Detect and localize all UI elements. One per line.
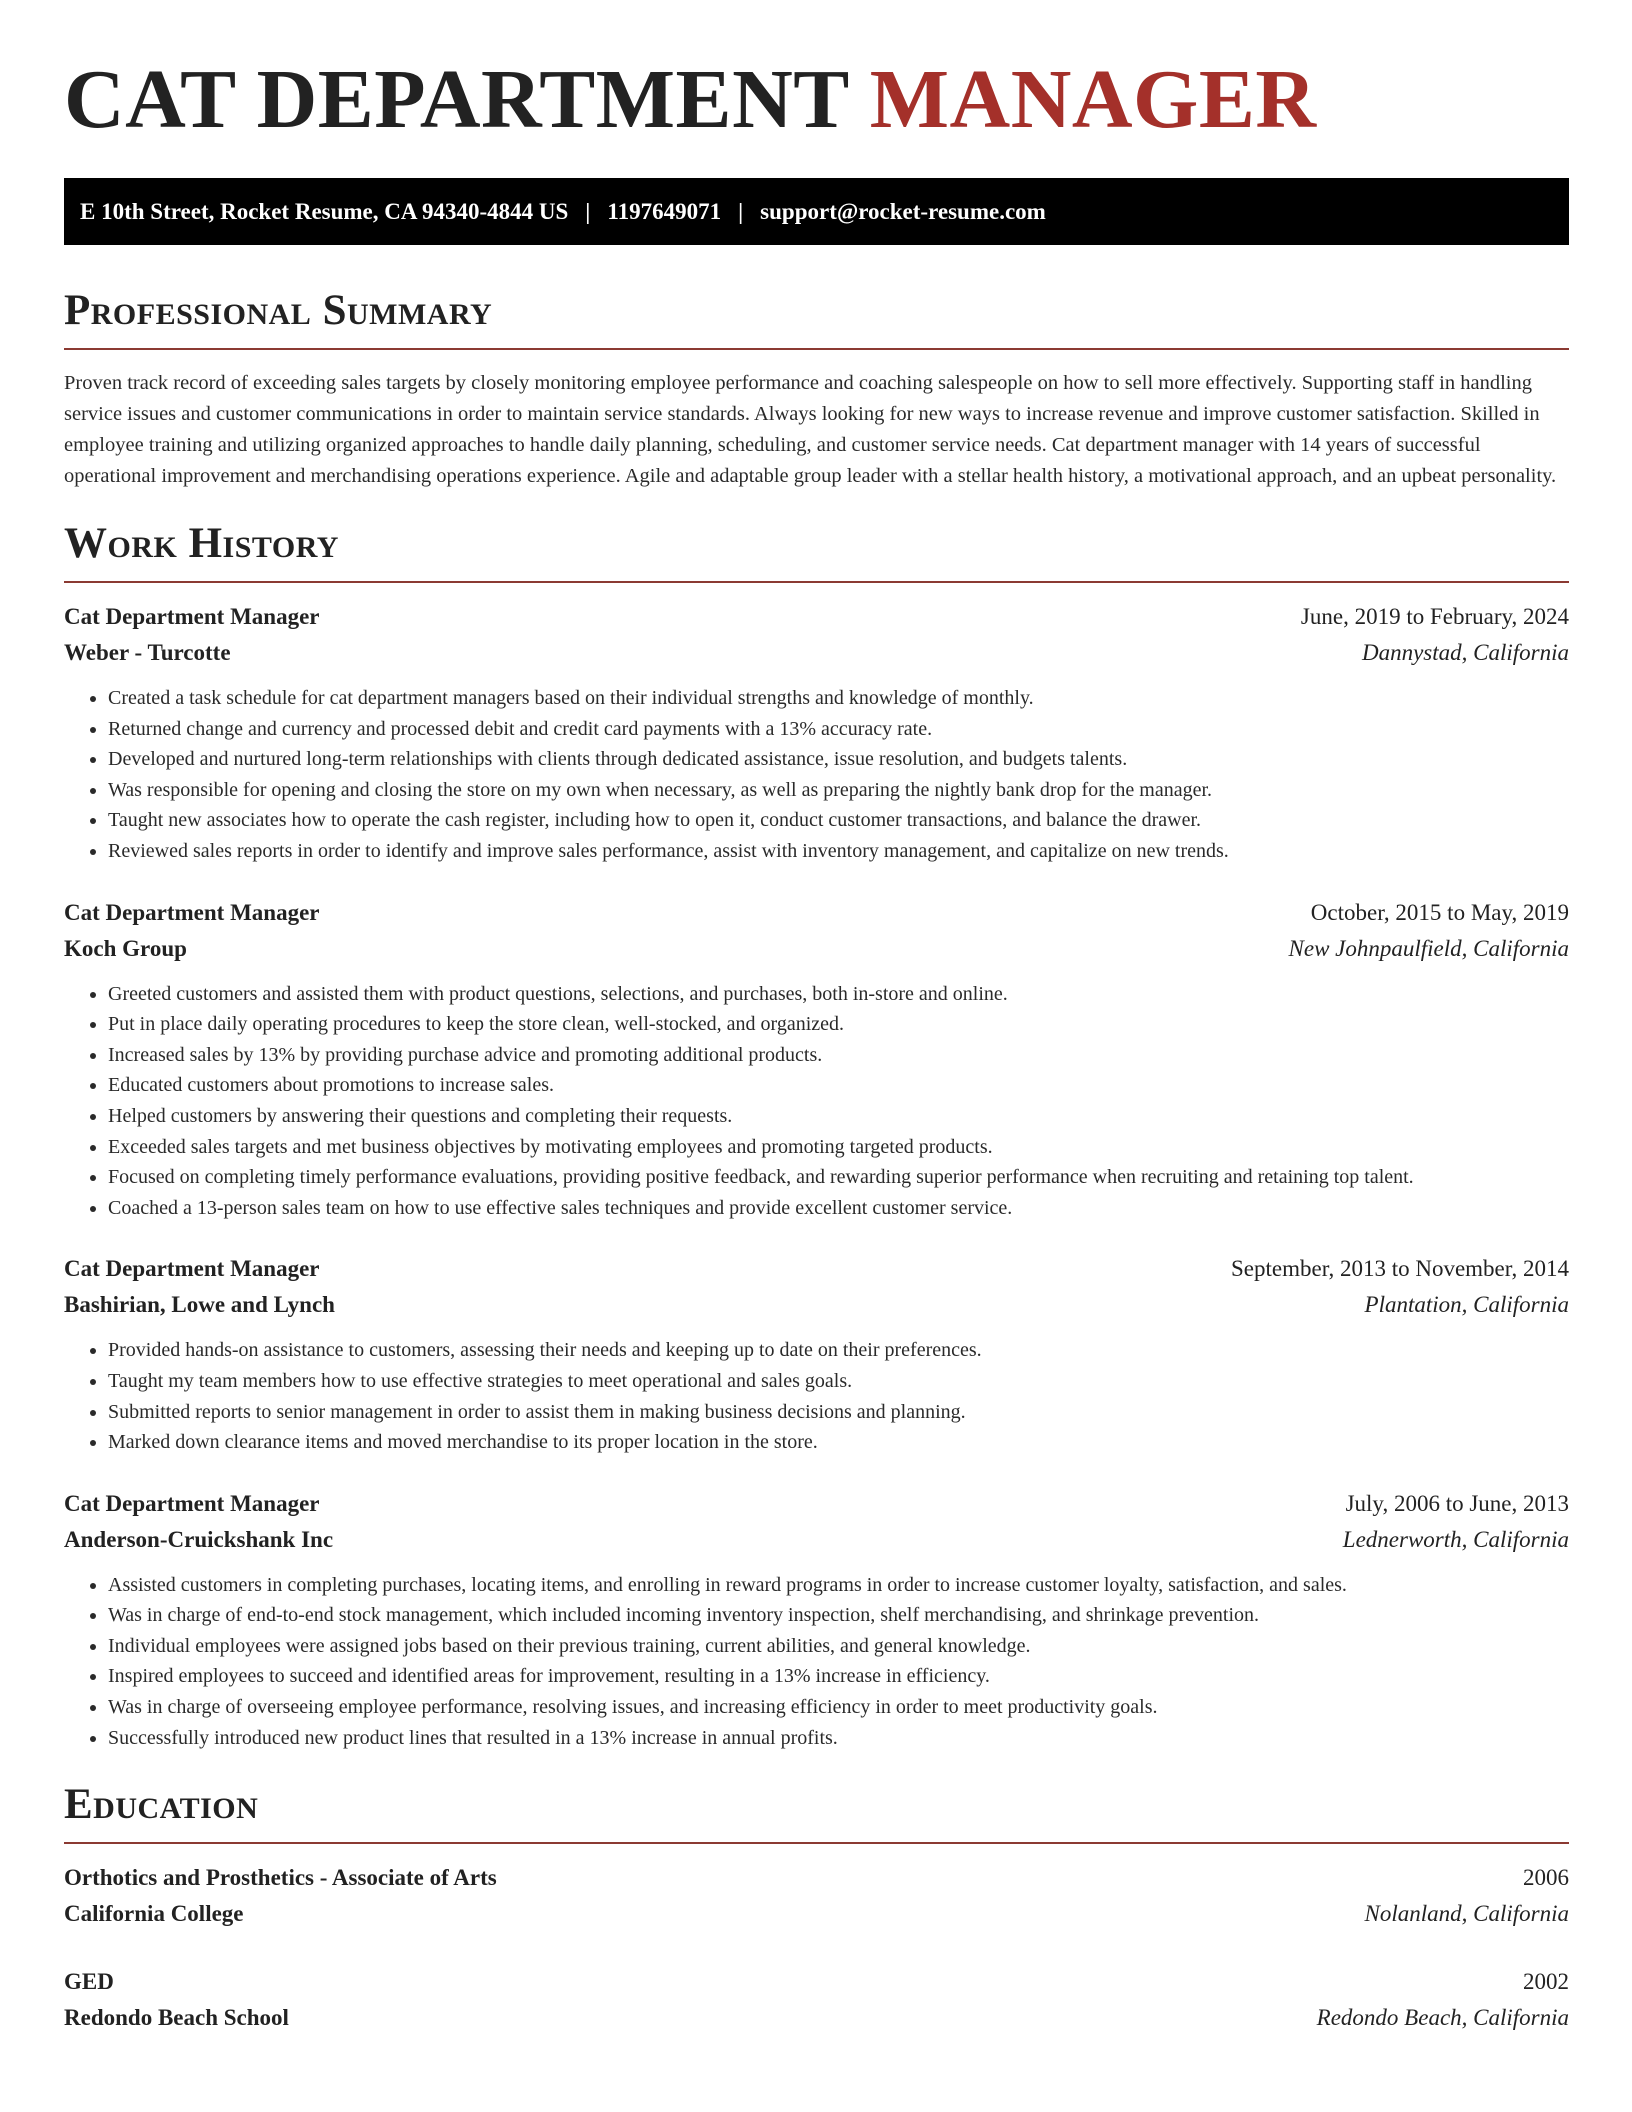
job-bullet: • Created a task schedule for cat department managers based on their individual strengths and knowledge of monthly. — [108, 683, 1569, 714]
job-title-row — [64, 895, 1569, 931]
resume-name-heading — [64, 0, 1569, 146]
job-location: Lednerworth, California — [1342, 1526, 1569, 1552]
job-location: Dannystad, California — [1361, 640, 1569, 665]
job-title: Cat Department Manager — [64, 1256, 320, 1282]
name-primary: CAT DEPARTMENT — [64, 53, 849, 146]
job-entry — [64, 599, 1569, 867]
job-bullets — [64, 683, 1569, 867]
job-bullet: • Focused on completing timely performance evaluations, providing positive feedback, and rewarding superior performance when recruiting and retaining top talent. — [108, 1162, 1569, 1193]
contact-separator: | — [738, 198, 744, 224]
contact-separator: | — [585, 198, 591, 224]
job-bullet: • Helped customers by answering their questions and completing their requests. — [108, 1101, 1569, 1132]
job-bullet: • Marked down clearance items and moved merchandise to its proper location in the store. — [108, 1427, 1569, 1458]
job-bullets — [64, 1570, 1569, 1754]
job-company-row — [64, 1287, 1569, 1323]
education-degree-row — [64, 1860, 1569, 1896]
job-bullets — [64, 979, 1569, 1224]
job-company: Weber - Turcotte — [64, 640, 231, 665]
job-bullet: • Developed and nurtured long-term relationships with clients through dedicated assistance, issue resolution, and budgets talents. — [108, 744, 1569, 775]
contact-phone: 1197649071 — [607, 198, 722, 224]
education-entry — [64, 1964, 1569, 2036]
contact-bar — [64, 178, 1569, 245]
job-bullet: • Provided hands-on assistance to customers, assessing their needs and keeping up to date on their preferences. — [108, 1335, 1569, 1366]
education-school-row — [64, 1896, 1569, 1932]
job-bullet: • Was in charge of overseeing employee performance, resolving issues, and increasing efficiency in order to meet productivity goals. — [108, 1692, 1569, 1723]
job-entry — [64, 1251, 1569, 1457]
name-accent: MANAGER — [869, 53, 1317, 146]
job-bullet: • Returned change and currency and processed debit and credit card payments with a 13% accuracy rate. — [108, 714, 1569, 745]
contact-address: E 10th Street, Rocket Resume, CA 94340-4844 US — [80, 198, 569, 224]
summary-text: Proven track record of exceeding sales targets by closely monitoring employee performance and coaching salespeople on how to sell more effectively. Supporting staff in handling service issues and customer communications in order to maintain service standards. Always looking for new ways to increase revenue and improve customer satisfaction. Skilled in employee training and utilizing organized approaches to handle daily planning, scheduling, and customer service needs. Cat department manager with 14 years of successful operational improvement and merchandising operations experience. Agile and adaptable group leader with a stellar health history, a motivational approach, and an upbeat personality. — [64, 372, 1557, 487]
job-entry — [64, 1486, 1569, 1754]
resume-page — [64, 0, 1569, 2036]
job-bullets — [64, 1335, 1569, 1457]
contact-email: support@rocket-resume.com — [760, 198, 1046, 224]
job-bullet: • Successfully introduced new product lines that resulted in a 13% increase in annual profits. — [108, 1723, 1569, 1754]
job-bullet: • Was in charge of end-to-end stock management, which included incoming inventory inspection, shelf merchandising, and shrinkage prevention. — [108, 1600, 1569, 1631]
education-location: Redondo Beach, California — [1316, 2005, 1569, 2031]
job-bullet: • Individual employees were assigned jobs based on their previous training, current abilities, and general knowledge. — [108, 1631, 1569, 1662]
professional-summary-section — [64, 289, 1569, 492]
education-degree: GED — [64, 1969, 114, 1995]
job-bullet: • Greeted customers and assisted them with product questions, selections, and purchases, both in-store and online. — [108, 979, 1569, 1010]
job-dates: September, 2013 to November, 2014 — [1231, 1256, 1569, 1282]
job-title-row — [64, 599, 1569, 635]
education-degree-row — [64, 1964, 1569, 2000]
education-school: California College — [64, 1901, 244, 1927]
job-bullet: • Taught my team members how to use effective strategies to meet operational and sales goals. — [108, 1366, 1569, 1397]
job-dates: July, 2006 to June, 2013 — [1345, 1490, 1569, 1516]
education-year: 2002 — [1523, 1969, 1569, 1995]
job-company-row — [64, 635, 1569, 671]
job-title: Cat Department Manager — [64, 1490, 320, 1516]
education-school: Redondo Beach School — [64, 2005, 289, 2031]
job-location: Plantation, California — [1364, 1292, 1569, 1318]
job-company: Anderson-Cruickshank Inc — [64, 1526, 334, 1552]
section-title-education: Education — [64, 1783, 1569, 1844]
education-year: 2006 — [1523, 1865, 1569, 1891]
section-title-work-history: Work History — [64, 522, 1569, 583]
job-title-row — [64, 1486, 1569, 1522]
job-bullet: • Put in place daily operating procedures to keep the store clean, well-stocked, and organized. — [108, 1009, 1569, 1040]
job-bullet: • Coached a 13-person sales team on how to use effective sales techniques and provide excellent customer service. — [108, 1193, 1569, 1224]
job-title: Cat Department Manager — [64, 899, 320, 925]
work-history-section — [64, 522, 1569, 1753]
job-location: New Johnpaulfield, California — [1288, 935, 1569, 961]
job-entry — [64, 895, 1569, 1224]
job-company: Bashirian, Lowe and Lynch — [64, 1292, 335, 1318]
job-bullet: • Assisted customers in completing purchases, locating items, and enrolling in reward programs in order to increase customer loyalty, satisfaction, and sales. — [108, 1570, 1569, 1601]
education-school-row — [64, 2000, 1569, 2036]
job-company: Koch Group — [64, 935, 187, 961]
job-dates: October, 2015 to May, 2019 — [1310, 899, 1569, 925]
job-bullet: • Submitted reports to senior management in order to assist them in making business decisions and planning. — [108, 1397, 1569, 1428]
job-title: Cat Department Manager — [64, 604, 320, 629]
education-degree: Orthotics and Prosthetics - Associate of Arts — [64, 1865, 497, 1891]
education-entry — [64, 1860, 1569, 1932]
job-bullet: • Taught new associates how to operate the cash register, including how to open it, conduct customer transactions, and balance the drawer. — [108, 805, 1569, 836]
education-section — [64, 1783, 1569, 2036]
job-bullet: • Reviewed sales reports in order to identify and improve sales performance, assist with inventory management, and capitalize on new trends. — [108, 836, 1569, 867]
job-company-row — [64, 931, 1569, 967]
job-company-row — [64, 1522, 1569, 1558]
section-title-summary: Professional Summary — [64, 289, 1569, 350]
job-bullet: • Was responsible for opening and closing the store on my own when necessary, as well as preparing the nightly bank drop for the manager. — [108, 775, 1569, 806]
job-bullet: • Exceeded sales targets and met business objectives by motivating employees and promoting targeted products. — [108, 1132, 1569, 1163]
education-location: Nolanland, California — [1364, 1901, 1569, 1927]
job-dates: June, 2019 to February, 2024 — [1300, 604, 1569, 629]
job-bullet: • Increased sales by 13% by providing purchase advice and promoting additional products. — [108, 1040, 1569, 1071]
job-bullet: • Educated customers about promotions to increase sales. — [108, 1070, 1569, 1101]
job-bullet: • Inspired employees to succeed and identified areas for improvement, resulting in a 13% increase in efficiency. — [108, 1661, 1569, 1692]
job-title-row — [64, 1251, 1569, 1287]
